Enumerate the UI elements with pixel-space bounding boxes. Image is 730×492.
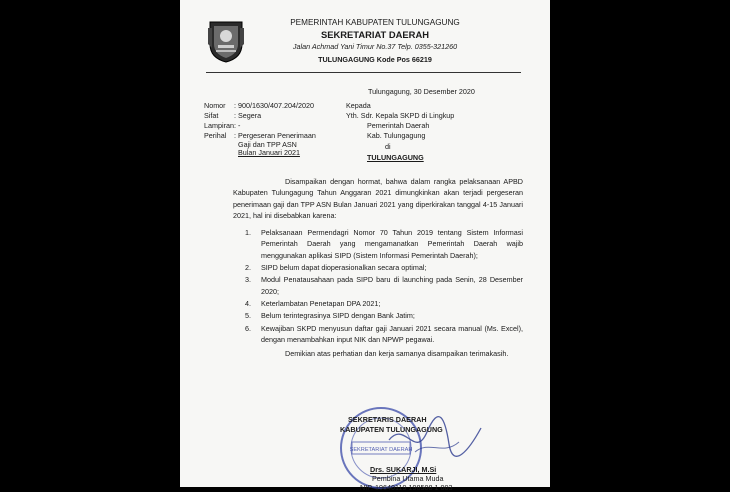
meta-label-perihal: Perihal bbox=[204, 131, 227, 140]
letterhead-office: SEKRETARIAT DAERAH bbox=[321, 29, 429, 40]
intro-paragraph: Disampaikan dengan hormat, bahwa dalam rangka pelaksanaan APBD Kabupaten Tulungagung Tahun Anggaran 2021 dimungkinkan akan terjadi pergeseran penerimaan gaji dan TPP ASN Bulan Januari 2021 yang diperkirakan tanggal 4-15 Januari 2021, hal ini disebabkan karena: bbox=[233, 177, 523, 220]
signatory-title-2: KABUPATEN TULUNGAGUNG bbox=[340, 425, 443, 434]
meta-label-nomor: Nomor bbox=[204, 101, 226, 110]
closing-paragraph: Demikian atas perhatian dan kerja samanya disampaikan terimakasih. bbox=[285, 349, 509, 359]
signatory-rank: Pembina Utama Muda bbox=[372, 474, 444, 483]
list-item: 4. Keterlambatan Penetapan DPA 2021; bbox=[245, 298, 381, 308]
meta-value-perihal: : Pergeseran Penerimaan bbox=[234, 131, 316, 140]
list-item: 6. Kewajiban SKPD menyusun daftar gaji Januari 2021 secara manual (Ms. Excel), dengan menambahkan input NIK dan NPWP pegawai. bbox=[245, 323, 523, 344]
perihal-line-2: Gaji dan TPP ASN bbox=[238, 140, 297, 149]
recipient-line-2: Pemerintah Daerah bbox=[367, 121, 430, 130]
letter-body bbox=[233, 176, 523, 359]
letter-page bbox=[180, 0, 550, 492]
list-item: 2. SIPD belum dapat dioperasionalkan secara optimal; bbox=[245, 263, 427, 273]
list-item: 5. Belum terintegrasinya SIPD dengan Bank Jatim; bbox=[245, 311, 415, 321]
meta-label-lampiran: Lampiran bbox=[204, 121, 234, 130]
meta-value-lampiran: : - bbox=[234, 121, 241, 130]
regency-emblem-icon bbox=[206, 18, 246, 64]
list-item: 1. Pelaksanaan Permendagri Nomor 70 Tahun 2019 tentang Sistem Informasi Pemerintah Daerah yang mengamanatkan Pemerintah Daerah wajib menggunakan aplikasi SIPD (Sistem Informasi Pemerintah Daerah); bbox=[245, 228, 523, 260]
list-item: 3. Modul Penatausahaan pada SIPD baru di launching pada Senin, 28 Desember 2020; bbox=[245, 275, 523, 296]
signatory-name: Drs. SUKARJI, M.Si bbox=[370, 465, 437, 474]
recipient-place: TULUNGAGUNG bbox=[367, 153, 424, 162]
letter-date: Tulungagung, 30 Desember 2020 bbox=[368, 87, 475, 96]
meta-label-sifat: Sifat bbox=[204, 111, 219, 120]
stamp-label: SEKRETARIAT DAERAH bbox=[349, 447, 413, 453]
signatory-title-1: SEKRETARIS DAERAH bbox=[348, 415, 427, 424]
recipient-line-3: Kab. Tulungagung bbox=[367, 131, 426, 140]
recipient-kepada: Kepada bbox=[346, 101, 371, 110]
signatory-nip: NIP. 19640119 198508 1 003 bbox=[360, 483, 453, 492]
meta-value-nomor: : 900/1630/407.204/2020 bbox=[234, 101, 314, 110]
recipient-di: di bbox=[385, 142, 391, 151]
letterhead-postcode: TULUNGAGUNG Kode Pos 66219 bbox=[318, 55, 432, 64]
letterhead-address: Jalan Achmad Yani Timur No.37 Telp. 0355-321260 bbox=[292, 42, 458, 51]
meta-value-sifat: : Segera bbox=[234, 111, 262, 120]
reasons-list bbox=[239, 227, 523, 345]
perihal-line-3: Bulan Januari 2021 bbox=[238, 148, 300, 157]
recipient-line-1: Yth. Sdr. Kepala SKPD di Lingkup bbox=[346, 111, 455, 120]
letterhead-divider bbox=[206, 72, 521, 73]
letterhead-government: PEMERINTAH KABUPATEN TULUNGAGUNG bbox=[290, 18, 460, 27]
